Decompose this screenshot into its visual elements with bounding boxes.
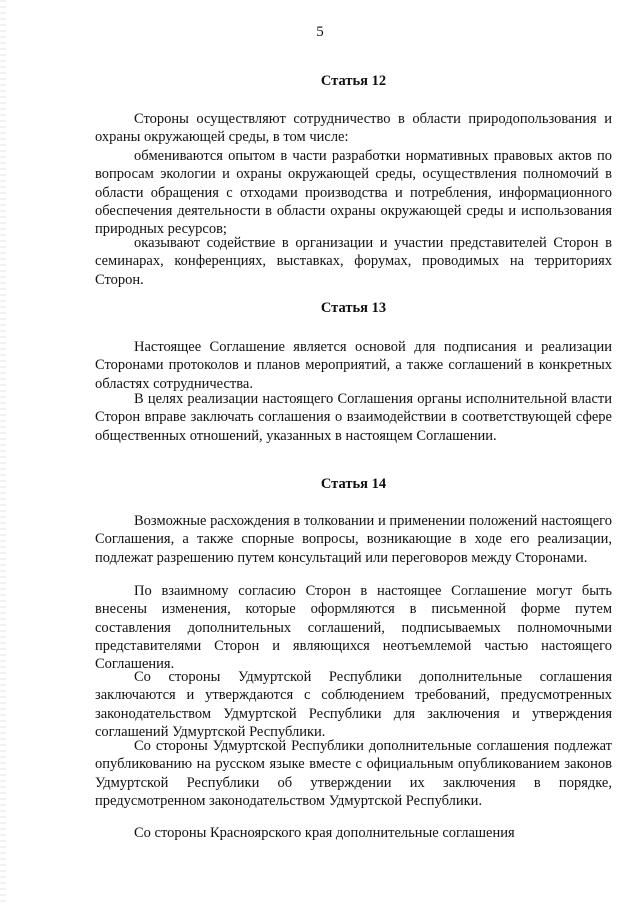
article-14-paragraph-3: Со стороны Удмуртской Республики дополнительные соглашения заключаются и утверждаются с соблюдением требований, предусмотренных законодательством Удмуртской Республики для заключения и утверждения соглашений Удмуртской Республики. <box>95 669 612 740</box>
article-13-paragraph-2: В целях реализации настоящего Соглашения органы исполнительной власти Сторон вправе заключать соглашения о взаимодействии в соответствующей сфере общественных отношений, указанных в настоящем Соглашении. <box>95 391 612 444</box>
article-14-paragraph-1: Возможные расхождения в толковании и применении положений настоящего Соглашения, а также спорные вопросы, возникающие в ходе его реализации, подлежат разрешению путем консультаций или переговоров между Сторонами. <box>95 513 612 566</box>
article-13-paragraph-1: Настоящее Соглашение является основой для подписания и реализации Сторонами протоколов и планов мероприятий, а также соглашений в конкретных областях сотрудничества. <box>95 339 612 392</box>
article-12-heading: Статья 12 <box>320 73 387 89</box>
article-14-paragraph-5: Со стороны Красноярского края дополнительные соглашения <box>134 825 515 841</box>
article-12-paragraph-2: обмениваются опытом в части разработки нормативных правовых актов по вопросам экологии и охраны окружающей среды, осуществления полномочий в области обращения с отходами производства и потребления, информационного обеспечения деятельности в области охраны окружающей среды и использования природных ресурсов; <box>95 148 612 238</box>
page-number: 5 <box>316 24 324 40</box>
article-13-heading: Статья 13 <box>320 300 387 316</box>
article-14-heading: Статья 14 <box>320 476 387 492</box>
article-12-paragraph-3: оказывают содействие в организации и участии представителей Сторон в семинарах, конференциях, выставках, форумах, проводимых на территориях Сторон. <box>95 235 612 288</box>
scan-edge <box>0 0 6 905</box>
article-14-paragraph-2: По взаимному согласию Сторон в настоящее Соглашение могут быть внесены изменения, которые оформляются в письменной форме путем составления дополнительных соглашений, подписываемых полномочными представителями Сторон и являющихся неотъемлемой частью настоящего Соглашения. <box>95 583 612 673</box>
article-14-paragraph-4: Со стороны Удмуртской Республики дополнительные соглашения подлежат опубликованию на русском языке вместе с официальным опубликованием законов Удмуртской Республики об утверждении их заключения в порядке, предусмотренном законодательством Удмуртской Республики. <box>95 738 612 809</box>
article-12-paragraph-1: Стороны осуществляют сотрудничество в области природопользования и охраны окружающей среды, в том числе: <box>95 111 612 146</box>
